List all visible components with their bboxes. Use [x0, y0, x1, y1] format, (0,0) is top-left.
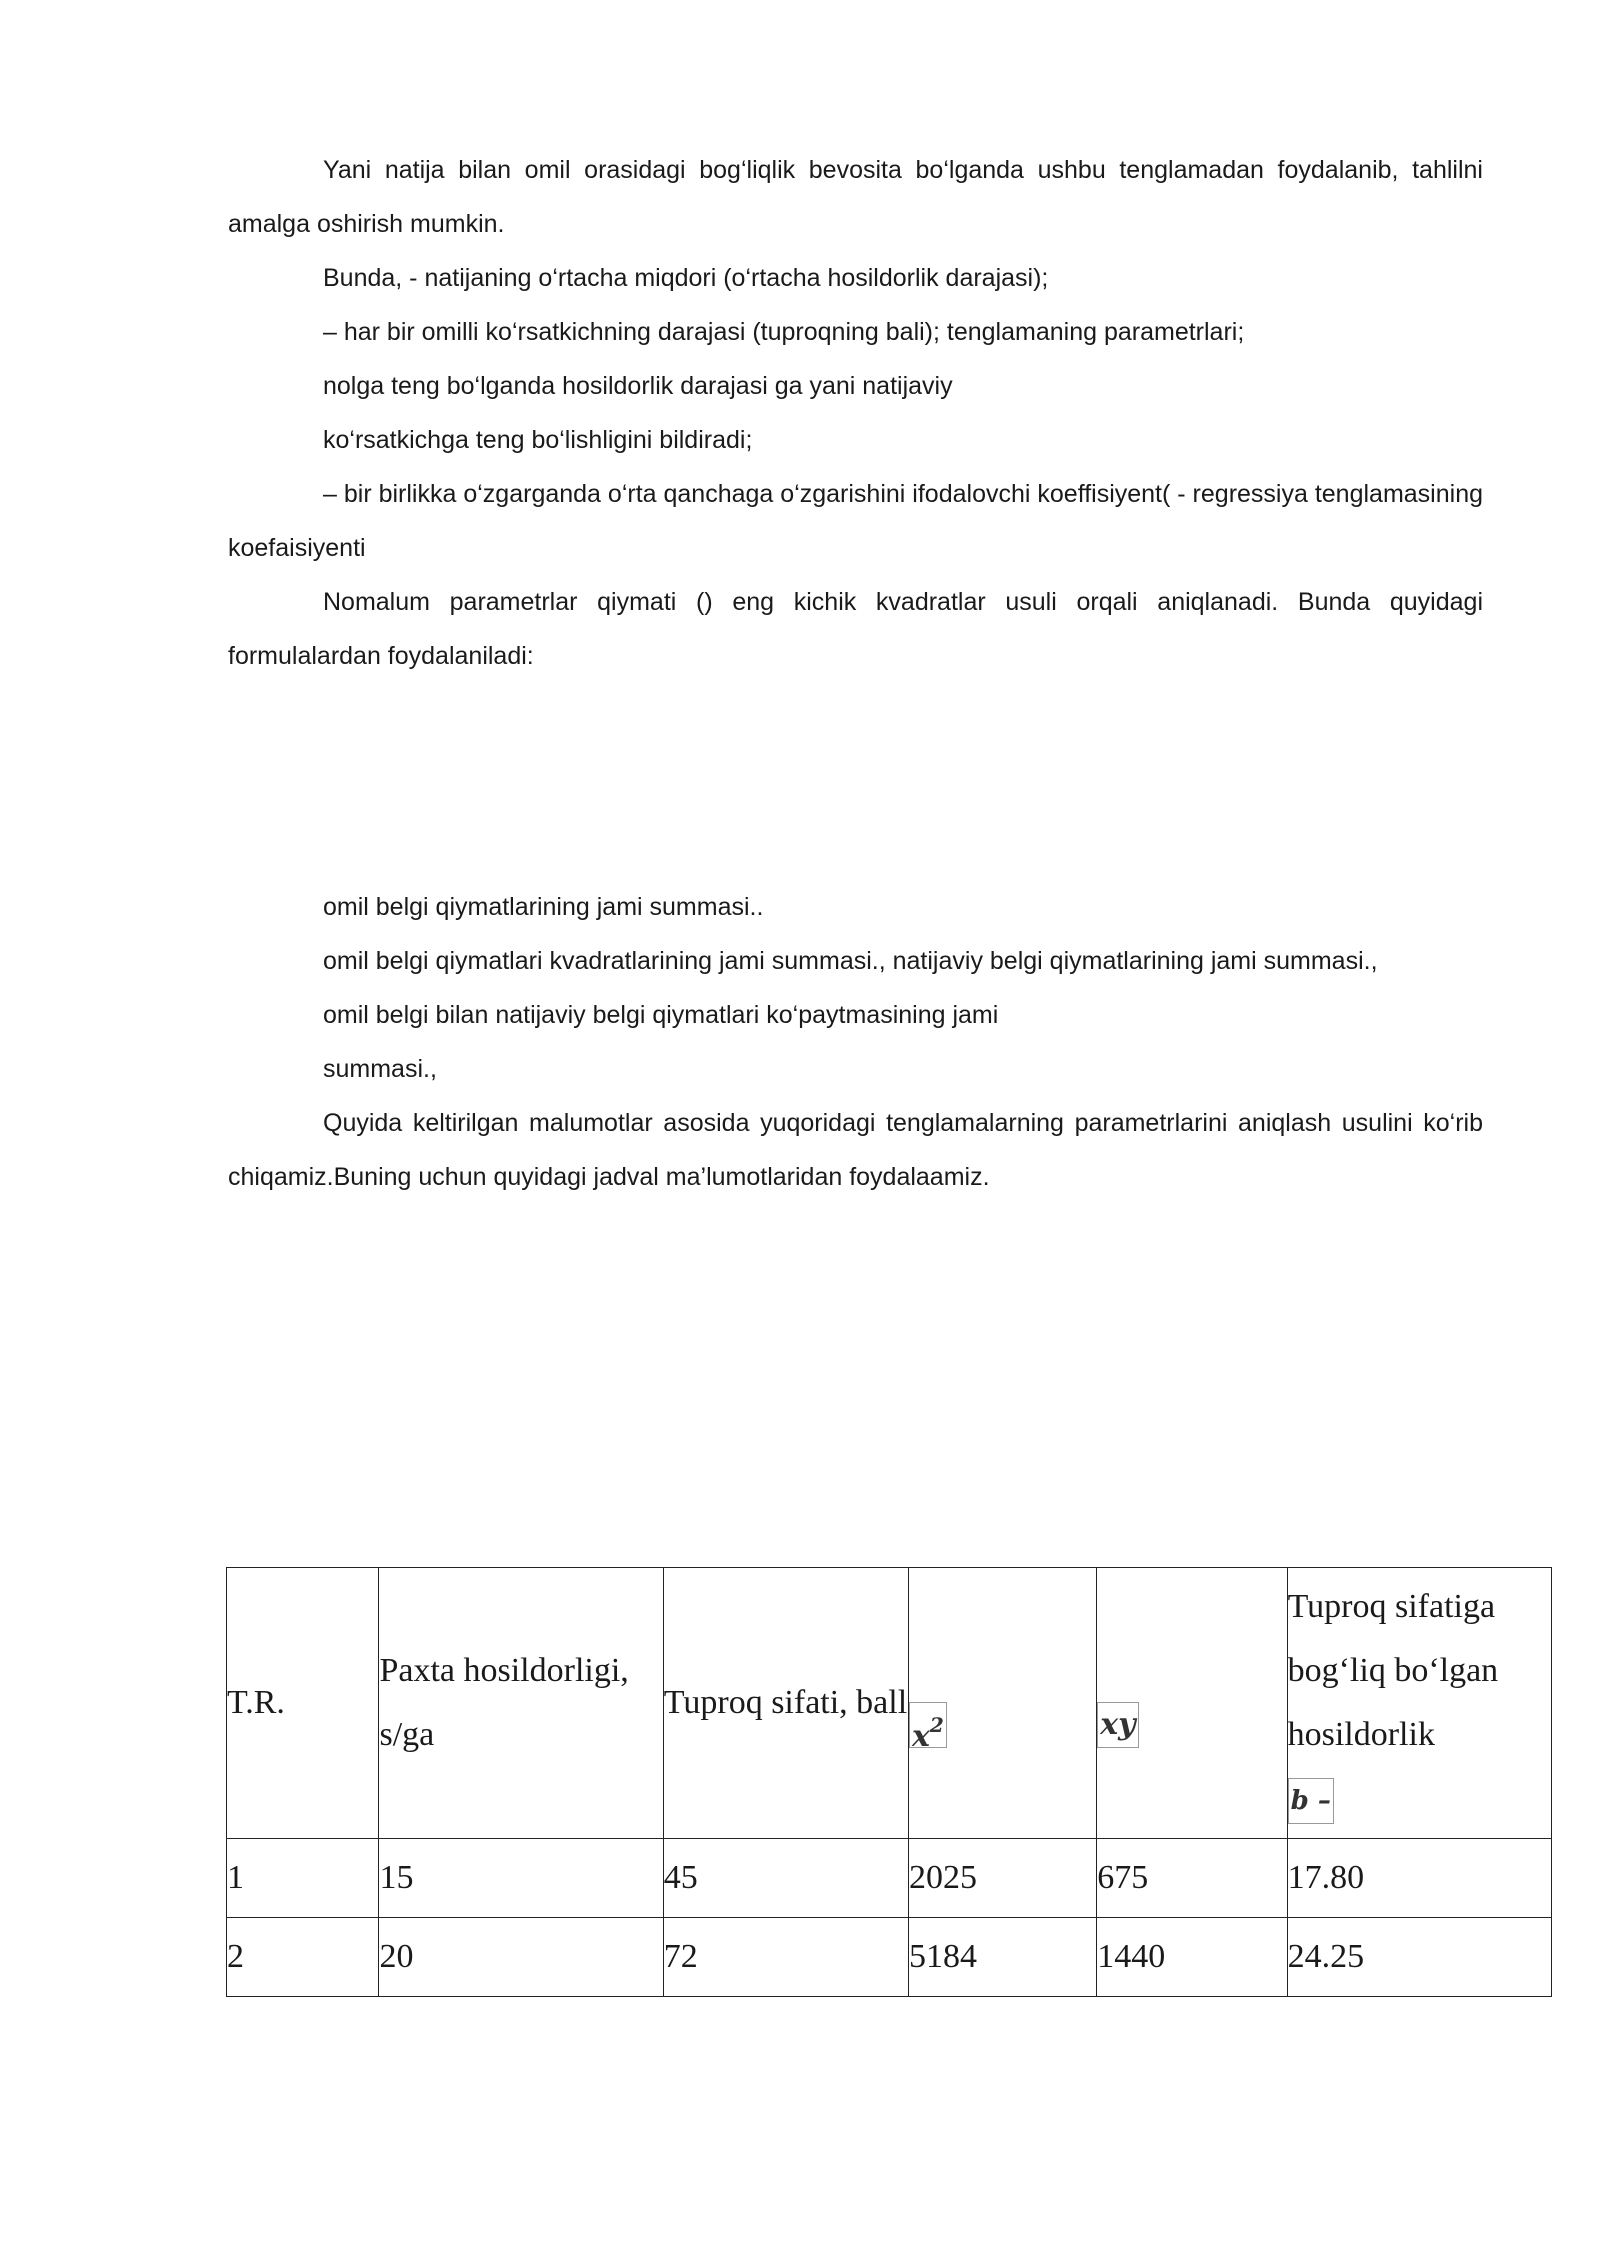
paragraph: – har bir omilli ko‘rsatkichning darajasi (tuproqning bali); tenglamaning parametrlari; [323, 318, 1245, 346]
header-dependent-yield-label: Tuproq sifatiga bog‘liq bo‘lgan hosildorlik [1287, 1588, 1499, 1753]
table-header-row [227, 1568, 1552, 1839]
paragraph: summasi., [323, 1055, 437, 1083]
x-squared-formula [909, 1691, 1096, 1755]
x-squared-symbol: $x^2$ [909, 1702, 947, 1748]
table-cell: 15 [379, 1839, 663, 1918]
table-cell: 45 [663, 1839, 908, 1918]
paragraph: omil belgi qiymatlari kvadratlarining jami summasi., natijaviy belgi qiymatlarining jami summasi., [323, 947, 1378, 975]
paragraph: Bunda, - natijaning o‘rtacha miqdori (o‘rtacha hosildorlik darajasi); [323, 264, 1049, 292]
table-cell: 675 [1097, 1839, 1287, 1918]
xy-symbol: xy [1097, 1702, 1138, 1748]
paragraph: – bir birlikka o‘zgarganda o‘rta qanchaga o‘zgarishini ifodalovchi koeffisiyent( - regressiya tenglamasining koefaisiyenti [228, 480, 1483, 562]
header-dependent-yield [1287, 1568, 1551, 1839]
table-cell: 2 [227, 1918, 379, 1997]
body-text [228, 143, 1483, 683]
table-cell: 5184 [908, 1918, 1096, 1997]
paragraph: ko‘rsatkichga teng bo‘lishligini bildiradi; [323, 426, 753, 454]
header-soil-quality: Tuproq sifati, ball [663, 1568, 908, 1839]
table-row [227, 1839, 1552, 1918]
b-symbol: b – [1288, 1778, 1334, 1824]
table-cell: 72 [663, 1918, 908, 1997]
paragraph: omil belgi qiymatlarining jami summasi.. [323, 893, 764, 921]
paragraph: Nomalum parametrlar qiymati () eng kichik kvadratlar usuli orqali aniqlanadi. Bunda quyidagi formulalardan foydalaniladi: [228, 588, 1483, 670]
header-xy [1097, 1568, 1287, 1839]
xy-formula [1097, 1691, 1286, 1755]
table-cell: 20 [379, 1918, 663, 1997]
body-text-2 [228, 880, 1483, 1204]
table-cell: 2025 [908, 1839, 1096, 1918]
header-tr: T.R. [227, 1568, 379, 1839]
table-row [227, 1918, 1552, 1997]
table-cell: 24.25 [1287, 1918, 1551, 1997]
header-x-squared [908, 1568, 1096, 1839]
data-table [226, 1567, 1552, 1997]
table-cell: 17.80 [1287, 1839, 1551, 1918]
paragraph: omil belgi bilan natijaviy belgi qiymatlari ko‘paytmasining jami [323, 1001, 999, 1029]
paragraph: nolga teng bo‘lganda hosildorlik darajasi ga yani natijaviy [323, 372, 953, 400]
paragraph: Quyida keltirilgan malumotlar asosida yuqoridagi tenglamalarning parametrlarini aniqlash usulini ko‘rib chiqamiz.Buning uchun quyidagi jadval ma’lumotlaridan foydalaamiz. [228, 1109, 1483, 1191]
table-cell: 1 [227, 1839, 379, 1918]
table-cell: 1440 [1097, 1918, 1287, 1997]
paragraph: Yani natija bilan omil orasidagi bog‘liqlik bevosita bo‘lganda ushbu tenglamadan foydalanib, tahlilni amalga oshirish mumkin. [228, 156, 1483, 238]
header-yield: Paxta hosildorligi, s/ga [379, 1568, 663, 1839]
